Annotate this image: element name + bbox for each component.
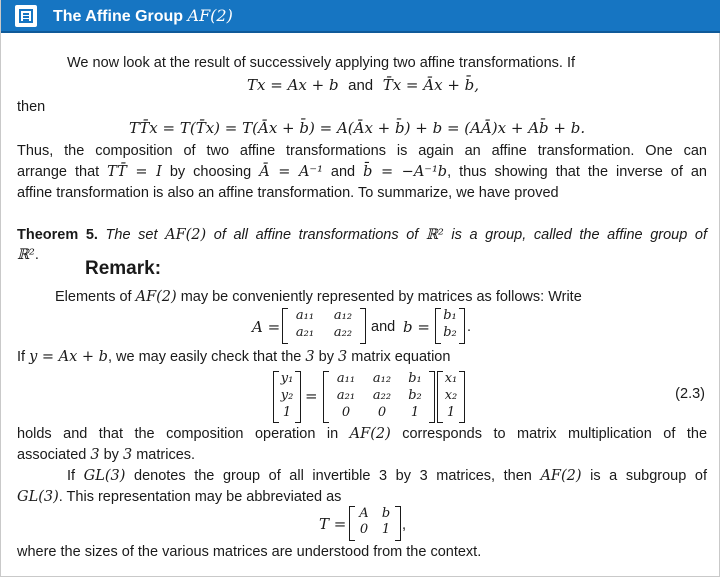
- vector-cell: 1: [446, 405, 456, 420]
- matrix-cell: b₁: [408, 371, 422, 386]
- matrix-cell: 1: [410, 405, 420, 420]
- matrix-cell: a₁₁: [336, 371, 356, 386]
- vector-cell: 1: [282, 405, 292, 420]
- matrix-cell: a₂₁: [336, 388, 356, 403]
- gl-line: GL(3). This representation may be abbreviated as: [17, 489, 342, 505]
- paragraph-line: arrange that TT̄ = I by choosing Ā = A⁻¹ and b̄ = −A⁻¹b, thus showing that the inverse of an: [17, 164, 707, 180]
- vector-cell: y₁: [280, 371, 294, 386]
- equation-2: TT̄x = T(T̄x) = T(Āx + b̄) = A(Āx + b̄) + b = (AĀ)x + Ab̄ + b.: [129, 119, 586, 137]
- matrix-cell: A: [359, 506, 369, 521]
- vector-cell: b₁: [443, 308, 457, 323]
- matrix-cell: 0: [359, 522, 369, 537]
- vector-b: [435, 306, 465, 344]
- matrix-T: [349, 505, 401, 541]
- vector-b-label: b =: [403, 318, 430, 336]
- matrix-cell: 0: [341, 405, 351, 420]
- matrix-cell: 0: [377, 405, 387, 420]
- matrix-cell: b₂: [408, 388, 422, 403]
- intro-text: We now look at the result of successively applying two affine transformations. If: [67, 55, 576, 71]
- matrix-cell: 1: [381, 522, 391, 537]
- matrix-T-label: T =: [319, 515, 347, 533]
- document-icon: [15, 5, 37, 27]
- holds-line: associated 3 by 3 matrices.: [17, 447, 196, 463]
- vector-x: [437, 370, 465, 422]
- matrix-A-label: A =: [252, 318, 281, 336]
- matrix-cell: a₁₂: [333, 308, 353, 323]
- and-text: and: [371, 319, 396, 335]
- matrix-cell: a₂₁: [295, 325, 315, 340]
- matrix-A: [282, 306, 366, 344]
- elements-line: Elements of AF(2) may be conveniently represented by matrices as follows: Write: [55, 289, 582, 305]
- matrix-cell: a₁₂: [372, 371, 392, 386]
- equals-sign: =: [305, 387, 318, 405]
- vector-cell: x₂: [444, 388, 458, 403]
- equation-number: (2.3): [675, 386, 705, 402]
- remark-heading: Remark:: [85, 258, 162, 279]
- period: .: [467, 319, 472, 335]
- then-text: then: [17, 99, 46, 115]
- theorem-line: Theorem 5. The set AF(2) of all affine transformations of ℝ² is a group, called the affine group of: [17, 227, 707, 243]
- vector-cell: x₁: [444, 371, 458, 386]
- paragraph-line: affine transformation is also an affine transformation. To summarize, we have proved: [17, 185, 559, 201]
- final-line: where the sizes of the various matrices are understood from the context.: [17, 544, 482, 560]
- holds-line: holds and that the composition operation in AF(2) corresponds to matrix multiplication of the: [17, 426, 708, 442]
- matrix-cell: a₂₂: [333, 325, 353, 340]
- gl-line: If GL(3) denotes the group of all invertible 3 by 3 matrices, then AF(2) is a subgroup of: [67, 468, 707, 484]
- matrix-cell: a₂₂: [372, 388, 392, 403]
- section-title-bar: [1, 0, 720, 33]
- equation-1: Tx = Ax + b and T̄x = Āx + b̄,: [247, 76, 480, 94]
- matrix-cell: a₁₁: [295, 308, 315, 323]
- matrix-M: [323, 370, 435, 422]
- paragraph-line: Thus, the composition of two affine transformations is again an affine transformation. One can: [17, 143, 707, 159]
- theorem-line: ℝ².: [17, 247, 39, 263]
- vector-cell: y₂: [280, 388, 294, 403]
- section-title: The Affine Group AF(2): [53, 5, 233, 25]
- matrix-cell: b: [381, 506, 391, 521]
- comma: ,: [402, 517, 407, 533]
- vector-cell: b₂: [443, 325, 457, 340]
- check-line: If y = Ax + b, we may easily check that the 3 by 3 matrix equation: [17, 349, 451, 365]
- vector-y: [273, 370, 301, 422]
